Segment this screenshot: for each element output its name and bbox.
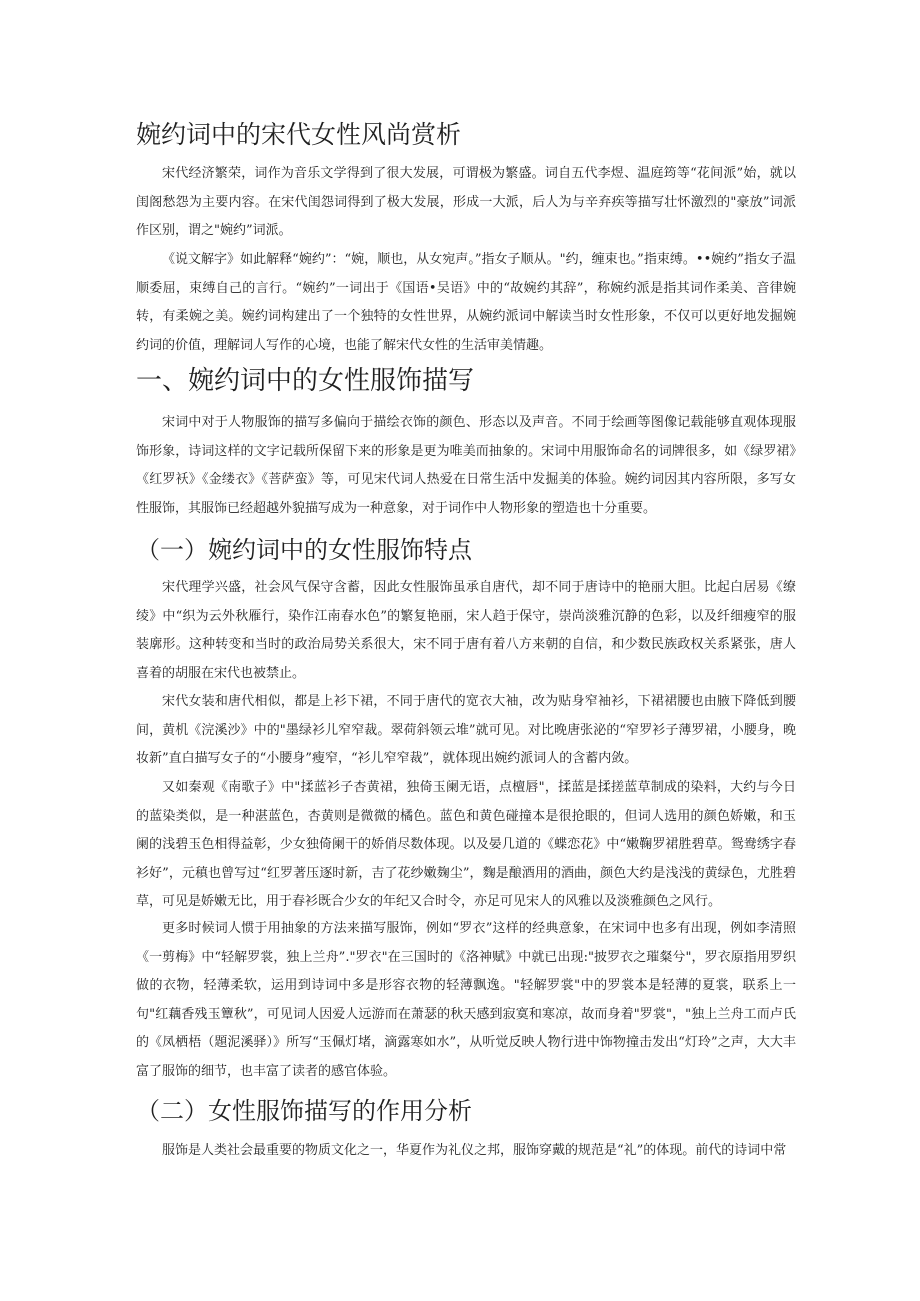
subsection-heading-clothing-role: （二）女性服饰描写的作用分析 (136, 1097, 472, 1125)
subsection1-paragraph-4: 更多时候词人惯于用抽象的方法来描写服饰，例如“罗衣”这样的经典意象，在宋词中也多有出现，例如李清照《一剪梅》中“轻解罗裳，独上兰舟”."罗衣"在三国时的《洛神赋》中就已出现:"披罗衣之璀粲兮"，罗衣原指用罗织做的衣物，轻薄柔软，运用到诗词中多是形容衣物的轻薄飘逸。"轻解罗裳"中的罗裳本是轻薄的夏裳，联系上一句"红藕香残玉簟秋”，可见词人因爱人远游而在萧瑟的秋天感到寂寞和寒凉，故而身着"罗裳"，"独上兰舟工而卢氏的《凤栖梧（題泥溪驿）》所写“玉佩灯堵，滴露寒如水”，从听觉反映人物行进中饰物撞击发出“灯玲”之声，大大丰富了服饰的细节，也丰富了读者的感官体验。 (136, 921, 796, 1079)
subsection2-paragraph-1: 服饰是人类社会最重要的物质文化之一，华夏作为礼仪之邦，服饰穿戴的规范是“礼”的体现。前代的诗词中常 (162, 1143, 787, 1158)
subsection-heading-clothing-features: （一）婉约词中的女性服饰特点 (136, 536, 472, 564)
subsection1-paragraph-3: 又如秦观《南歌子》中"揉蓝衫子杏黄裙，独倚玉阑无语，点檀唇"，揉蓝是揉搓蓝草制成的染料，大约与今日的蓝染类似，是一种湛蓝色，杏黄则是微微的橘色。蓝色和黄色碰撞本是很抢眼的，但词人选用的颜色娇嫩，和玉阑的浅碧玉色相得益彰，少女独倚阑干的娇俏尽数体现。以及晏几道的《蝶恋花》中“嫩鞠罗裙胜碧草。鸳鸯绣字春衫好”，元稹也曾写过“红罗著压逐时新，吉了花纱嫩麹尘”，麴是酿酒用的酒曲，颜色大约是浅浅的黄绿色，尤胜碧草，可见是娇嫩无比，用于春衫既合少女的年纪又合时令，亦足可见宋人的风雅以及淡雅颜色之风行。 (136, 780, 796, 909)
intro-paragraph-1: 宋代经济繁荣，词作为音乐文学得到了很大发展，可谓极为繁盛。词自五代李煜、温庭筠等“花间派”始，就以闺阁愁怨为主要内容。在宋代闺怨词得到了极大发展，形成一大派，后人为与辛弃疾等描写壮怀激烈的"豪放”词派作区别，谓之"婉约”词派。 (136, 166, 796, 238)
section-heading-clothing-description: 一、婉约词中的女性服饰描写 (136, 366, 475, 396)
subsection1-paragraph-1: 宋代理学兴盛，社会风气保守含蓄，因此女性服饰虽承自唐代，却不同于唐诗中的艳丽大胆。比起白居易《缭绫》中“织为云外秋雁行，染作江南春水色”的繁复艳丽，宋人趋于保守，崇尚淡雅沉静的色彩，以及纤细瘦窄的服装廓形。这种转变和当时的政治局势关系很大，宋不同于唐有着八方来朝的自信，和少数民族政权关系紧张，唐人喜着的胡服在宋代也被禁止。 (136, 580, 796, 681)
document-title: 婉约词中的宋代女性风尚赏析 (136, 120, 462, 149)
section1-paragraph-1: 宋词中对于人物服饰的描写多偏向于描绘衣饰的颜色、形态以及声音。不同于绘画等图像记载能够直观体现服饰形象，诗词这样的文字记载所保留下来的形象是更为唯美而抽象的。宋词中用服饰命名的词牌很多，如《绿罗裙》《红罗袄》《金缕衣》《菩萨蛮》等，可见宋代词人热爱在日常生活中发掘美的体验。婉约词因其内容所限，多写女性服饰，其服饰已经超越外貌描写成为一种意象，对于词作中人物形象的塑造也十分重要。 (136, 415, 796, 516)
intro-paragraph-2: 《说文解字》如此解释“婉约”：“婉，顺也，从女宛声。”指女子顺从。"约，缠束也。”指束缚。••婉约”指女子温顺委屈，束缚自己的言行。“婉约”一词出于《国语•吴语》中的“故婉约其辞”，称婉约派是指其词作柔美、音律婉转，有柔婉之美。婉约词构建出了一个独特的女性世界，从婉约派词中解读当时女性形象，不仅可以更好地发掘婉约词的价值，理解词人写作的心境，也能了解宋代女性的生活审美情趣。 (136, 252, 796, 353)
subsection1-paragraph-2: 宋代女装和唐代相似，都是上衫下裙，不同于唐代的宽衣大袖，改为贴身窄袖衫，下裙裙腰也由腋下降低到腰间，黄机《浣溪沙》中的"墨绿衫儿窄窄裁。翠荷斜领云堆”就可见。对比晚唐张泌的“窄罗衫子薄罗裙，小腰身，晚妆新”直白描写女子的“小腰身”瘦窄，“衫儿窄窄裁”，就体现出婉约派词人的含蓄内敛。 (136, 694, 796, 766)
